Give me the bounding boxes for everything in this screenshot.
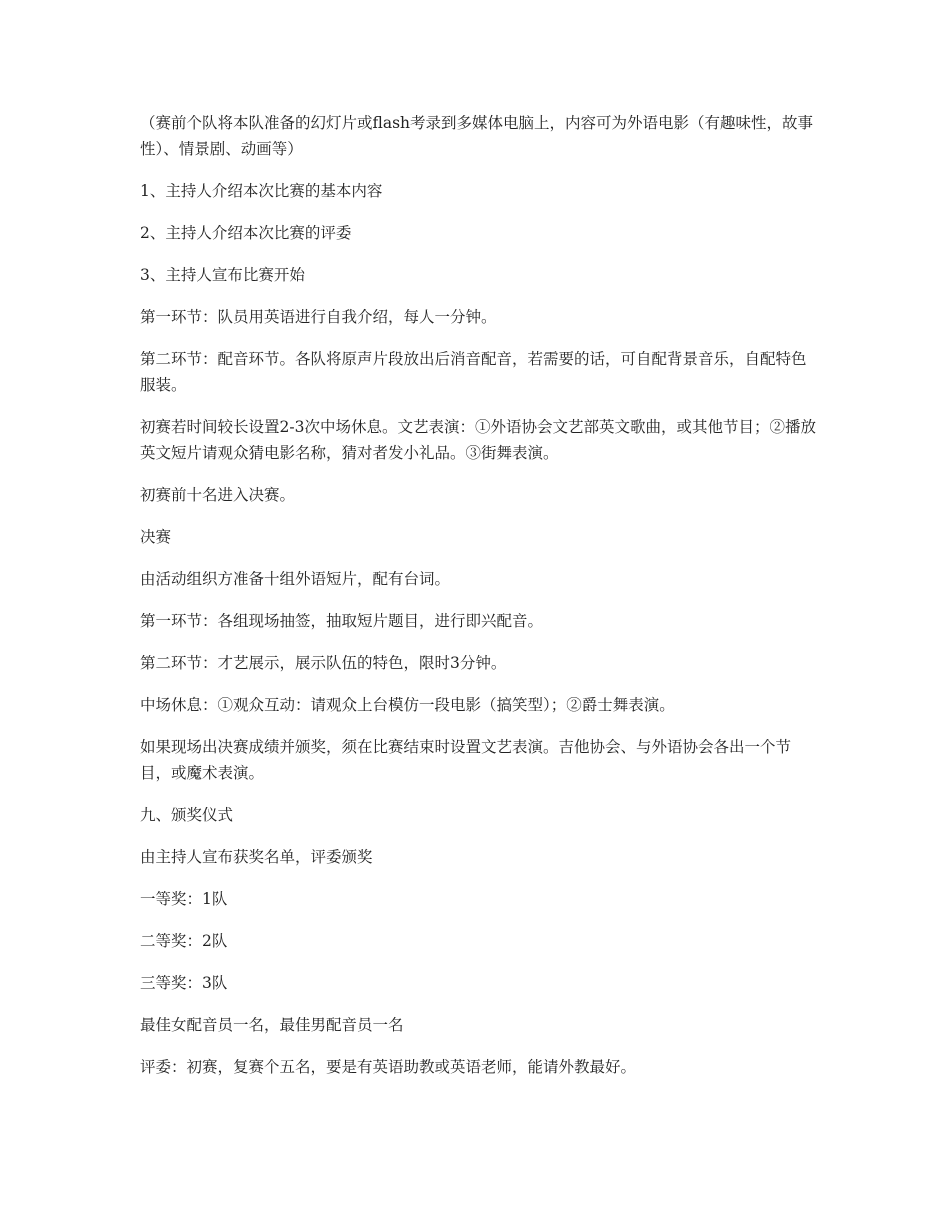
intro-note: （赛前个队将本队准备的幻灯片或flash考录到多媒体电脑上，内容可为外语电影（有趣味性，故事性）、情景剧、动画等） [140, 114, 814, 158]
step-1: 1、主持人介绍本次比赛的基本内容 [140, 182, 383, 200]
finals-award-note: 如果现场出决赛成绩并颁奖，须在比赛结束时设置文艺表演。吉他协会、与外语协会各出一个节目，或魔术表演。 [140, 738, 792, 782]
document-page [140, 110, 820, 1096]
finals-intermission: 中场休息：①观众互动：请观众上台模仿一段电影（搞笑型）；②爵士舞表演。 [140, 696, 675, 714]
finals-prep: 由活动组织方准备十组外语短片，配有台词。 [140, 570, 451, 588]
finals-heading: 决赛 [140, 528, 172, 546]
third-prize: 三等奖：3队 [140, 974, 228, 992]
prelim-round-1: 第一环节：队员用英语进行自我介绍，每人一分钟。 [140, 308, 497, 326]
prelim-round-2: 第二环节：配音环节。各队将原声片段放出后消音配音，若需要的话，可自配背景音乐，自配特色服装。 [140, 350, 807, 394]
step-2: 2、主持人介绍本次比赛的评委 [140, 224, 352, 242]
award-ceremony-heading: 九、颁奖仪式 [140, 806, 234, 824]
second-prize: 二等奖：2队 [140, 932, 228, 950]
finals-round-1: 第一环节：各组现场抽签，抽取短片题目，进行即兴配音。 [140, 612, 544, 630]
prelim-advance: 初赛前十名进入决赛。 [140, 486, 296, 504]
best-voice-actors: 最佳女配音员一名，最佳男配音员一名 [140, 1016, 404, 1034]
first-prize: 一等奖：1队 [140, 890, 228, 908]
judges-note: 评委：初赛，复赛个五名，要是有英语助教或英语老师，能请外教最好。 [140, 1058, 637, 1076]
award-announcement: 由主持人宣布获奖名单，评委颁奖 [140, 848, 373, 866]
step-3: 3、主持人宣布比赛开始 [140, 266, 305, 284]
finals-round-2: 第二环节：才艺展示，展示队伍的特色，限时3分钟。 [140, 654, 507, 672]
prelim-intermission: 初赛若时间较长设置2-3次中场休息。文艺表演：①外语协会文艺部英文歌曲，或其他节目；②播放英文短片请观众猜电影名称，猜对者发小礼品。③街舞表演。 [140, 418, 816, 462]
